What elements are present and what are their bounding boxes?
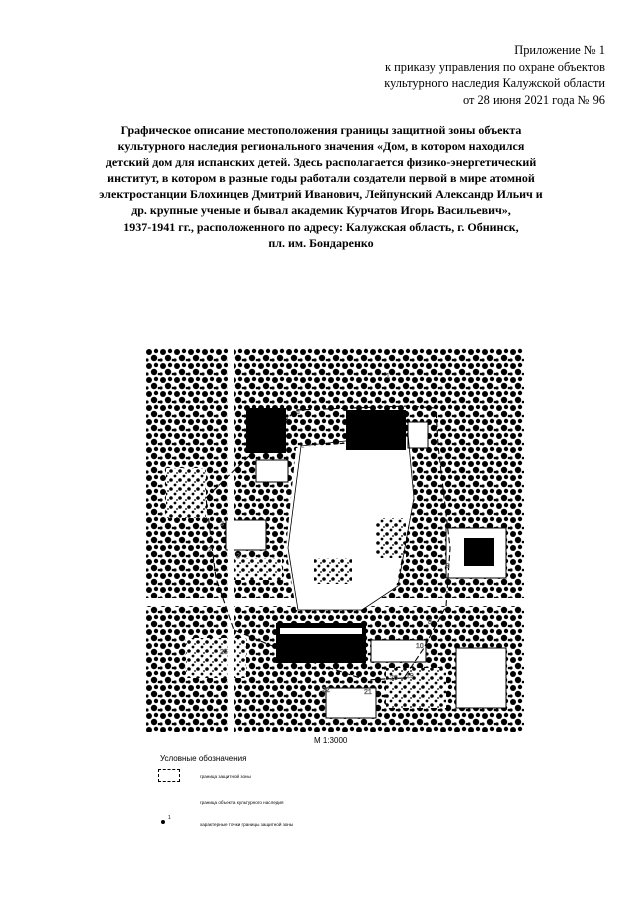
title-line: институт, в котором в разные годы работали создатели первой в мире атомной (107, 171, 535, 186)
point-label: 25 (220, 649, 228, 656)
title-line: Графическое описание местоположения границы защитной зоны объекта (120, 123, 522, 137)
title-line: детский дом для испанских детей. Здесь располагается физико-энергетический (105, 155, 537, 170)
appendix-block (384, 42, 605, 108)
point-label: 3 (220, 521, 224, 528)
appendix-line-1: Приложение № 1 (514, 43, 605, 57)
title-line: электростанции Блохинцев Дмитрий Иванович, Лейпунский Александр Ильич и (99, 187, 543, 202)
appendix-line-3: культурного наследия Калужской области (384, 76, 605, 91)
point-label: 8 (428, 619, 432, 626)
point-label: 1 (386, 373, 390, 380)
title-line: др. крупные ученые и бывал академик Курчатов Игорь Васильевич», (131, 203, 511, 218)
aerial-map (146, 348, 524, 732)
point-label: 19 (406, 673, 414, 680)
title-line: культурного наследия регионального значения «Дом, в котором находился (117, 139, 525, 154)
point-label: 21 (364, 689, 372, 696)
point-label: 10 (416, 643, 424, 650)
aerial-map-image (146, 348, 524, 732)
legend-item-protective-zone: граница защитной зоны (200, 774, 251, 779)
point-label: 9 (446, 563, 450, 570)
appendix-line-2: к приказу управления по охране объектов (385, 59, 605, 74)
legend-item-boundary-points: характерные точки границы защитной зоны (200, 822, 294, 827)
legend-protective-zone-symbol (158, 769, 180, 782)
legend-item-heritage-boundary: граница объекта культурного наследия (200, 800, 284, 805)
point-label: 6 (296, 409, 300, 416)
point-label: 2 (208, 547, 212, 554)
title-line: 1937-1941 гг., расположенного по адресу: Калужская область, г. Обнинск, (123, 219, 519, 234)
legend-point-symbol (161, 820, 165, 824)
point-label: 2 (236, 553, 240, 560)
legend-title: Условные обозначения (160, 754, 247, 763)
point-label: 20 (390, 675, 398, 682)
point-label: 22 (322, 687, 330, 694)
appendix-line-4: от 28 июня 2021 года № 96 (462, 92, 605, 107)
document-title (66, 122, 576, 251)
title-line: пл. им. Бондаренко (268, 235, 374, 250)
map-scale: М 1:3000 (314, 736, 348, 745)
legend-point-sup: 1 (168, 815, 171, 821)
